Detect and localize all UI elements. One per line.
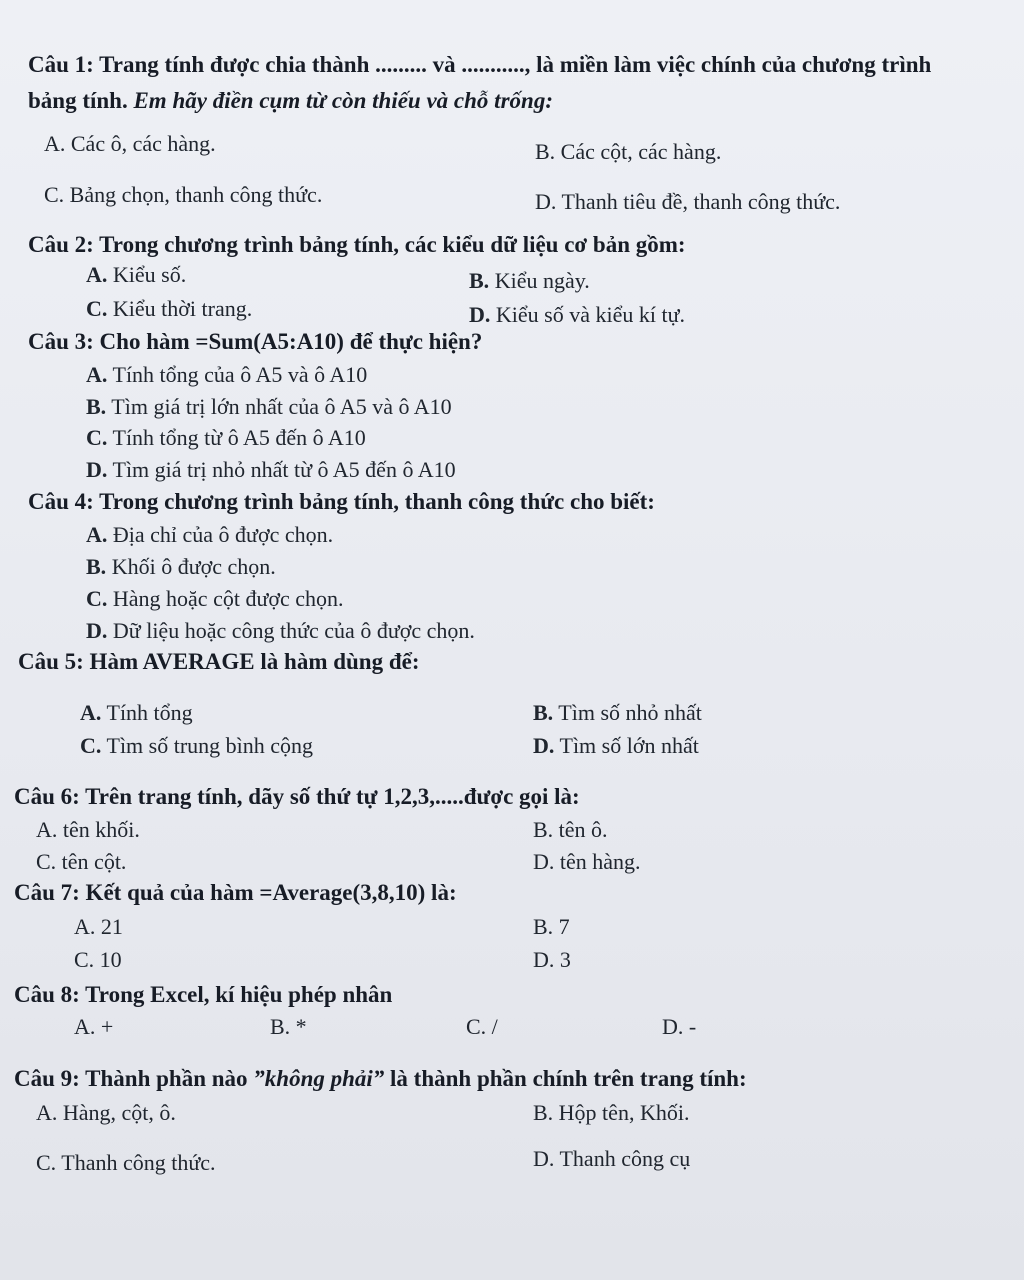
question-1-title: Câu 1: Trang tính được chia thành ......... và ..........., là miền làm việc chính của chương trình: [28, 52, 932, 77]
question-1-option-a: A. Các ô, các hàng.: [44, 131, 216, 156]
question-8-option-a: A. +: [74, 1014, 114, 1039]
question-2-option-b-letter: B.: [469, 268, 490, 293]
question-2-option-a-text: Kiểu số.: [112, 262, 187, 287]
question-7-option-b: B. 7: [533, 914, 570, 939]
question-3-option-d-text: Tìm giá trị nhỏ nhất từ ô A5 đến ô A10: [112, 457, 456, 482]
question-5-option-a: [80, 700, 193, 726]
question-1-option-d: D. Thanh tiêu đề, thanh công thức.: [535, 189, 841, 214]
question-5-option-c: [80, 733, 313, 759]
question-3-option-d: [86, 457, 456, 483]
question-1-instruction: Em hãy điền cụm từ còn thiếu và chỗ trống:: [133, 88, 553, 113]
question-8-title: Câu 8: Trong Excel, kí hiệu phép nhân: [14, 982, 393, 1007]
question-5-option-d-text: Tìm số lớn nhất: [559, 733, 699, 758]
question-2-option-b-text: Kiểu ngày.: [494, 268, 590, 293]
question-3-option-c-text: Tính tổng từ ô A5 đến ô A10: [112, 425, 366, 450]
question-6-option-d: D. tên hàng.: [533, 849, 641, 874]
question-4-option-c-text: Hàng hoặc cột được chọn.: [112, 586, 344, 611]
question-9-option-d: D. Thanh công cụ: [533, 1146, 691, 1171]
question-3-option-a-letter: A.: [86, 362, 108, 387]
question-4-option-a: [86, 522, 333, 548]
question-4-title: Câu 4: Trong chương trình bảng tính, thanh công thức cho biết:: [28, 489, 655, 514]
question-8-option-d: D. -: [662, 1014, 697, 1039]
question-5-option-d: [533, 733, 699, 759]
question-2-option-c-text: Kiểu thời trang.: [112, 296, 253, 321]
question-3-option-d-letter: D.: [86, 457, 108, 482]
question-4-option-b-text: Khối ô được chọn.: [111, 554, 276, 579]
question-5-option-d-letter: D.: [533, 733, 555, 758]
question-5-option-b-letter: B.: [533, 700, 554, 725]
question-9-title-start: Câu 9: Thành phần nào: [14, 1066, 254, 1091]
question-9-title-end: là thành phần chính trên trang tính:: [384, 1066, 747, 1091]
question-2-option-d: [469, 302, 685, 328]
question-2-option-c: [86, 296, 252, 322]
question-4-option-a-letter: A.: [86, 522, 108, 547]
question-4-option-d: [86, 618, 475, 644]
question-1-title-line2: [28, 88, 553, 114]
question-6-option-a: A. tên khối.: [36, 817, 140, 842]
question-6-title: Câu 6: Trên trang tính, dãy số thứ tự 1,2,3,.....được gọi là:: [14, 784, 580, 809]
question-4-option-c-letter: C.: [86, 586, 108, 611]
question-8-option-c: C. /: [466, 1014, 498, 1039]
question-3-option-c-letter: C.: [86, 425, 108, 450]
question-5-option-a-letter: A.: [80, 700, 102, 725]
question-7-option-c: C. 10: [74, 947, 122, 972]
question-9-title: [14, 1066, 747, 1092]
question-3-option-b-letter: B.: [86, 394, 107, 419]
question-1-option-b: B. Các cột, các hàng.: [535, 139, 722, 164]
question-7-title: Câu 7: Kết quả của hàm =Average(3,8,10) là:: [14, 880, 457, 905]
question-2-option-d-text: Kiểu số và kiểu kí tự.: [495, 302, 686, 327]
question-5-option-a-text: Tính tổng: [106, 700, 193, 725]
question-6-option-b: B. tên ô.: [533, 817, 608, 842]
question-4-option-a-text: Địa chỉ của ô được chọn.: [112, 522, 334, 547]
question-9-option-b: B. Hộp tên, Khối.: [533, 1100, 690, 1125]
question-9-option-a: A. Hàng, cột, ô.: [36, 1100, 176, 1125]
question-5-option-b: [533, 700, 702, 726]
question-2-option-d-letter: D.: [469, 302, 491, 327]
question-2-option-c-letter: C.: [86, 296, 108, 321]
question-4-option-c: [86, 586, 344, 612]
question-4-option-d-letter: D.: [86, 618, 108, 643]
question-9-option-c: C. Thanh công thức.: [36, 1150, 216, 1175]
question-3-option-b-text: Tìm giá trị lớn nhất của ô A5 và ô A10: [111, 394, 452, 419]
question-5-option-c-letter: C.: [80, 733, 102, 758]
question-4-option-d-text: Dữ liệu hoặc công thức của ô được chọn.: [112, 618, 475, 643]
question-5-title: Câu 5: Hàm AVERAGE là hàm dùng để:: [18, 649, 420, 674]
question-8-option-b: B. *: [270, 1014, 307, 1039]
question-3-option-b: [86, 394, 452, 420]
question-2-option-a-letter: A.: [86, 262, 108, 287]
question-3-title: Câu 3: Cho hàm =Sum(A5:A10) để thực hiện?: [28, 329, 483, 354]
question-5-option-c-text: Tìm số trung bình cộng: [106, 733, 314, 758]
question-2-title: Câu 2: Trong chương trình bảng tính, các kiểu dữ liệu cơ bản gồm:: [28, 232, 686, 257]
question-3-option-a: [86, 362, 367, 388]
question-4-option-b-letter: B.: [86, 554, 107, 579]
question-2-option-a: [86, 262, 186, 288]
question-5-option-b-text: Tìm số nhỏ nhất: [558, 700, 702, 725]
question-1-option-c: C. Bảng chọn, thanh công thức.: [44, 182, 323, 207]
question-6-option-c: C. tên cột.: [36, 849, 127, 874]
question-4-option-b: [86, 554, 276, 580]
question-2-option-b: [469, 268, 590, 294]
question-7-option-a: A. 21: [74, 914, 123, 939]
question-1-title-line2-start: bảng tính.: [28, 88, 134, 113]
question-9-emphasis: ”không phải”: [253, 1066, 385, 1091]
question-3-option-c: [86, 425, 366, 451]
question-3-option-a-text: Tính tổng của ô A5 và ô A10: [112, 362, 368, 387]
question-7-option-d: D. 3: [533, 947, 571, 972]
